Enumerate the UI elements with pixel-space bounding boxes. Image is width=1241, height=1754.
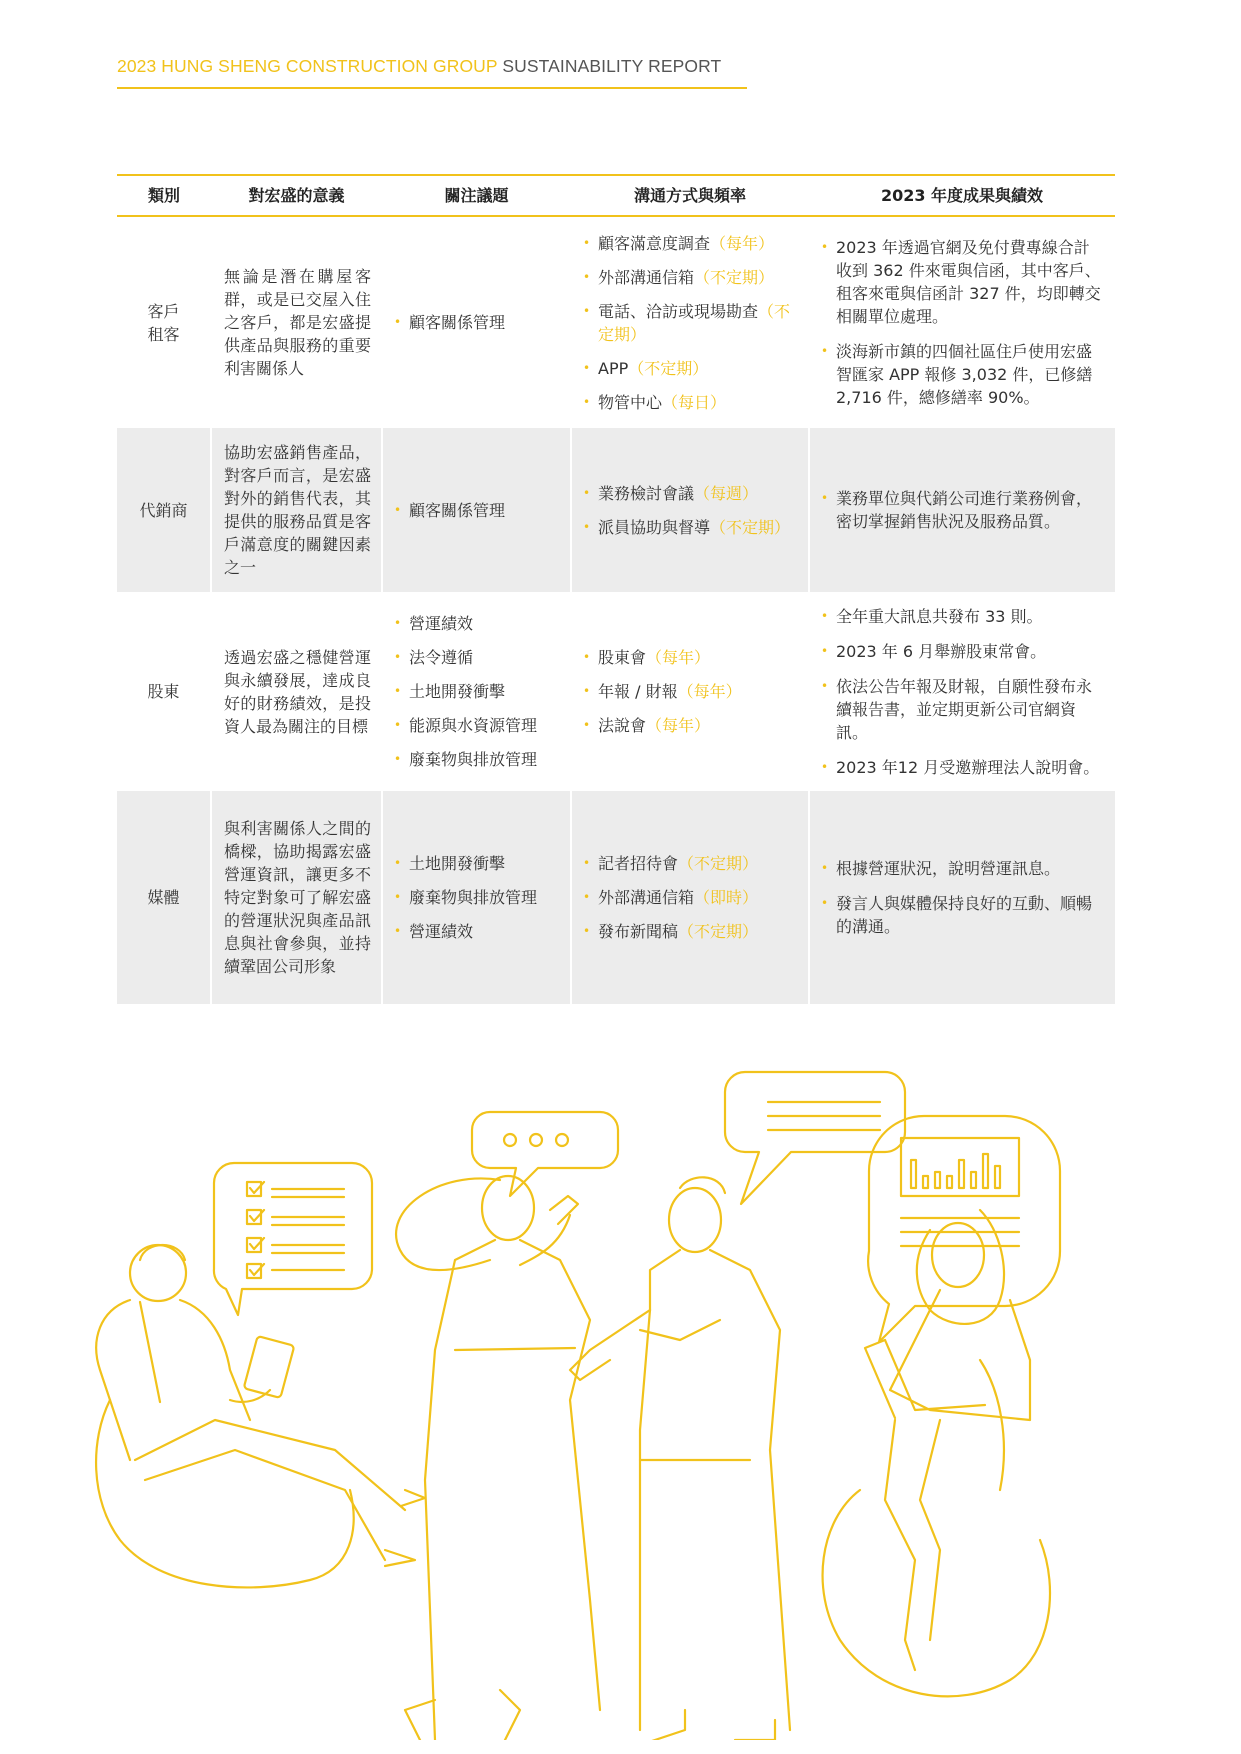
- channel-method: 外部溝通信箱: [598, 267, 695, 287]
- standing-woman-icon: [396, 1176, 600, 1740]
- row-meaning: 協助宏盛銷售產品，對客戶而言，是宏盛對外的銷售代表，其提供的服務品質是客戶滿意度的關鍵因素之一: [211, 428, 382, 592]
- header-channels: 溝通方式與頻率: [571, 175, 809, 216]
- row-topics: [382, 592, 571, 791]
- table-row: [117, 592, 1115, 791]
- row-channels: [571, 428, 809, 592]
- channel-method: 發布新聞稿: [598, 922, 679, 941]
- table-header-row: [117, 175, 1115, 216]
- table-row: [117, 791, 1115, 1004]
- header-results: 2023 年度成果與績效: [809, 175, 1115, 216]
- topic-item: • 營運績效: [393, 920, 560, 943]
- result-item: • 2023 年 6 月舉辦股東常會。: [820, 640, 1105, 663]
- stakeholder-table: [117, 174, 1115, 1004]
- topic-item: • 土地開發衝擊: [393, 680, 560, 703]
- channel-method: 外部溝通信箱: [598, 888, 695, 907]
- channel-item: [582, 391, 798, 414]
- topic-item: • 顧客關係管理: [393, 499, 560, 522]
- row-topics: [382, 791, 571, 1004]
- row-results: [809, 216, 1115, 428]
- topic-item: • 顧客關係管理: [393, 311, 560, 334]
- row-topics: [382, 428, 571, 592]
- channel-frequency: （每年）: [646, 716, 711, 735]
- channel-method: 物管中心: [598, 392, 663, 412]
- channel-method: 記者招待會: [598, 854, 679, 873]
- row-meaning: 與利害關係人之間的橋樑，協助揭露宏盛營運資訊，讓更多不特定對象可了解宏盛的營運狀況與產品訊息與社會參與，並持續鞏固公司形象: [211, 791, 382, 1004]
- channel-frequency: （每日）: [662, 392, 727, 412]
- channel-item: [582, 886, 798, 909]
- channel-item: [582, 357, 798, 380]
- row-category: 媒體: [117, 791, 211, 1004]
- result-item: • 全年重大訊息共發布 33 則。: [820, 605, 1105, 628]
- table-row: [117, 428, 1115, 592]
- row-category: 客戶 租客: [117, 216, 211, 428]
- channel-frequency: （每年）: [646, 648, 711, 667]
- topic-item: • 廢棄物與排放管理: [393, 886, 560, 909]
- row-category: 股東: [117, 592, 211, 791]
- channel-method: APP: [598, 358, 629, 378]
- row-category: 代銷商: [117, 428, 211, 592]
- channel-method: 派員協助與督導: [598, 517, 711, 537]
- channel-item: [582, 516, 798, 539]
- channel-item: [582, 482, 798, 505]
- channel-frequency: （不定期）: [598, 301, 791, 344]
- channel-frequency: （每週）: [694, 483, 759, 503]
- channel-item: [582, 232, 798, 255]
- channel-frequency: （不定期）: [710, 517, 791, 537]
- row-channels: [571, 592, 809, 791]
- sitting-woman-icon: [823, 1210, 1050, 1696]
- result-item: • 淡海新市鎮的四個社區住戶使用宏盛智匯家 APP 報修 3,032 件，已修繕 2,716 件，總修繕率 90%。: [820, 340, 1105, 409]
- result-item: • 根據營運狀況，說明營運訊息。: [820, 857, 1105, 880]
- header-topics: 關注議題: [382, 175, 571, 216]
- channel-item: [582, 680, 798, 703]
- channel-item: [582, 300, 798, 346]
- row-results: [809, 428, 1115, 592]
- channel-method: 顧客滿意度調查: [598, 233, 711, 253]
- row-meaning: 無論是潛在購屋客群，或是已交屋入住之客戶，都是宏盛提供產品與服務的重要利害關係人: [211, 216, 382, 428]
- result-item: • 發言人與媒體保持良好的互動、順暢的溝通。: [820, 892, 1105, 938]
- result-item: • 2023 年透過官網及免付費專線合計收到 362 件來電與信函，其中客戶、租客來電與信函計 327 件，均即轉交相關單位處理。: [820, 236, 1105, 328]
- sitting-man-icon: [96, 1245, 425, 1587]
- typing-dots-bubble-icon: [472, 1112, 618, 1196]
- row-results: [809, 791, 1115, 1004]
- report-header: [117, 56, 747, 89]
- topic-item: • 營運績效: [393, 612, 560, 635]
- channel-frequency: （不定期）: [694, 267, 775, 287]
- checklist-bubble-icon: [214, 1163, 372, 1315]
- standing-man-icon: [570, 1177, 790, 1740]
- row-results: [809, 592, 1115, 791]
- header-title-part2: SUSTAINABILITY REPORT: [502, 56, 722, 76]
- channel-frequency: （即時）: [694, 888, 759, 907]
- row-channels: [571, 791, 809, 1004]
- channel-method: 年報 / 財報: [598, 682, 678, 701]
- topic-item: • 能源與水資源管理: [393, 714, 560, 737]
- channel-item: [582, 646, 798, 669]
- topic-item: • 法令遵循: [393, 646, 560, 669]
- channel-item: [582, 266, 798, 289]
- result-item: • 業務單位與代銷公司進行業務例會，密切掌握銷售狀況及服務品質。: [820, 487, 1105, 533]
- result-item: • 2023 年12 月受邀辦理法人說明會。: [820, 756, 1105, 779]
- chart-bubble-icon: [868, 1116, 1060, 1342]
- channel-frequency: （每年）: [710, 233, 775, 253]
- row-channels: [571, 216, 809, 428]
- channel-frequency: （每年）: [677, 682, 742, 701]
- table-row: [117, 216, 1115, 428]
- row-meaning: 透過宏盛之穩健營運與永續發展，達成良好的財務績效，是投資人最為關注的目標: [211, 592, 382, 791]
- channel-frequency: （不定期）: [678, 854, 759, 873]
- stakeholder-communication-illustration: [80, 1060, 1120, 1740]
- channel-item: [582, 852, 798, 875]
- channel-method: 電話、洽訪或現場勘查: [598, 301, 759, 321]
- channel-item: [582, 714, 798, 737]
- channel-method: 法說會: [598, 716, 647, 735]
- header-category: 類別: [117, 175, 211, 216]
- header-title-part1: 2023 HUNG SHENG CONSTRUCTION GROUP: [117, 56, 498, 76]
- channel-item: [582, 920, 798, 943]
- message-bubble-icon: [725, 1072, 905, 1204]
- topic-item: • 土地開發衝擊: [393, 852, 560, 875]
- row-topics: [382, 216, 571, 428]
- channel-method: 股東會: [598, 648, 647, 667]
- result-item: • 依法公告年報及財報，自願性發布永續報告書，並定期更新公司官網資訊。: [820, 675, 1105, 744]
- channel-frequency: （不定期）: [678, 922, 759, 941]
- channel-method: 業務檢討會議: [598, 483, 695, 503]
- topic-item: • 廢棄物與排放管理: [393, 748, 560, 771]
- header-meaning: 對宏盛的意義: [211, 175, 382, 216]
- channel-frequency: （不定期）: [628, 358, 709, 378]
